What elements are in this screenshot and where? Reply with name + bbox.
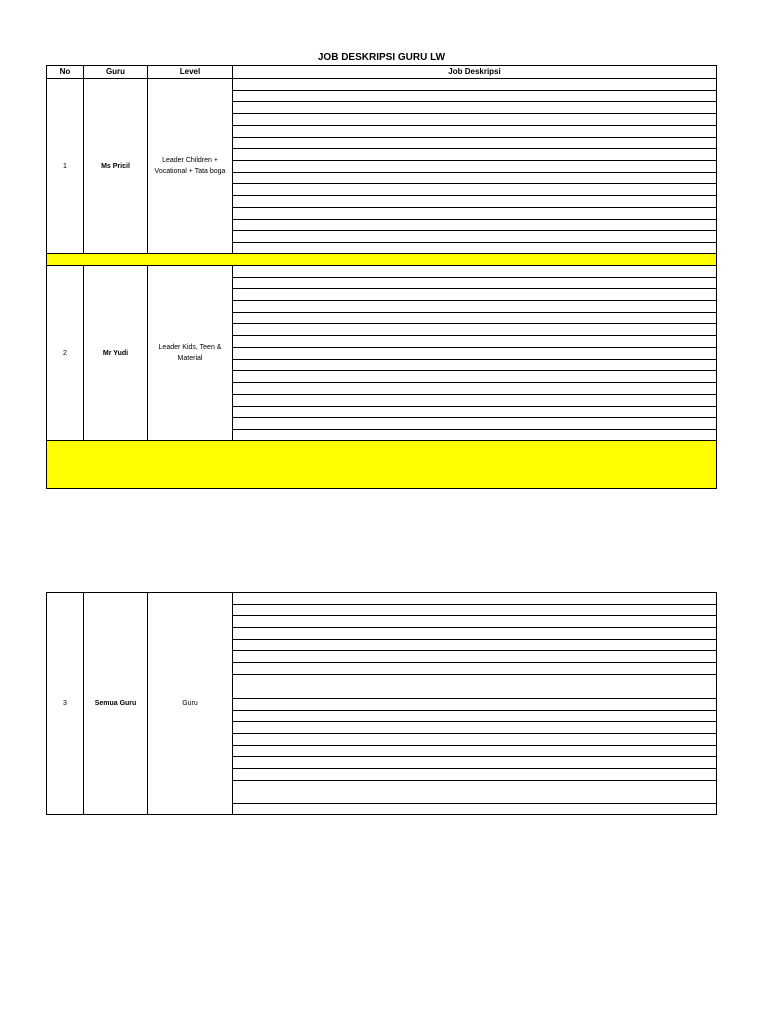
job-line[interactable] [233,651,716,663]
page-title: JOB DESKRIPSI GURU LW [317,52,446,63]
cell-no: 3 [47,593,84,814]
job-line[interactable] [233,161,716,173]
highlight-separator [46,441,717,489]
job-line[interactable] [233,418,716,430]
job-line[interactable] [233,324,716,336]
header-no: No [47,66,84,78]
cell-job-deskripsi[interactable] [233,266,716,440]
job-line[interactable] [233,208,716,220]
job-line[interactable] [233,126,716,138]
job-line[interactable] [233,663,716,675]
job-line[interactable] [233,173,716,184]
job-line[interactable] [233,616,716,628]
cell-no: 2 [47,266,84,440]
cell-job-deskripsi[interactable] [233,79,716,253]
job-line[interactable] [233,781,716,804]
cell-level: Leader Children + Vocational + Tata boga [148,79,233,253]
job-line[interactable] [233,395,716,407]
job-line[interactable] [233,289,716,301]
cell-guru: Ms Pricil [84,79,148,253]
header-job-deskripsi: Job Deskripsi [448,67,501,76]
job-line[interactable] [233,757,716,769]
job-line[interactable] [233,266,716,278]
job-line[interactable] [233,91,716,102]
job-line[interactable] [233,407,716,418]
job-line[interactable] [233,722,716,734]
cell-guru: Mr Yudi [84,266,148,440]
job-line[interactable] [233,79,716,91]
job-line[interactable] [233,278,716,289]
table-row [46,79,717,254]
job-line[interactable] [233,628,716,640]
table-row [46,266,717,441]
job-line[interactable] [233,675,716,699]
job-line[interactable] [233,360,716,371]
cell-level: Guru [148,593,233,814]
job-line[interactable] [233,804,716,825]
job-line[interactable] [233,605,716,616]
job-line[interactable] [233,114,716,126]
header-level: Level [148,66,233,78]
job-line[interactable] [233,348,716,360]
job-line[interactable] [233,138,716,149]
job-line[interactable] [233,301,716,313]
job-line[interactable] [233,149,716,161]
job-line[interactable] [233,313,716,324]
highlight-separator [46,254,717,266]
job-line[interactable] [233,196,716,208]
job-line[interactable] [233,734,716,746]
header-guru: Guru [84,66,148,78]
job-line[interactable] [233,711,716,722]
job-line[interactable] [233,383,716,395]
cell-job-deskripsi[interactable] [233,593,716,814]
cell-no: 1 [47,79,84,253]
cell-level: Leader Kids, Teen & Material [148,266,233,440]
job-line[interactable] [233,184,716,196]
job-line[interactable] [233,231,716,243]
job-line[interactable] [233,336,716,348]
table-row [46,592,717,815]
job-line[interactable] [233,769,716,781]
job-line[interactable] [233,699,716,711]
job-line[interactable] [233,371,716,383]
job-line[interactable] [233,593,716,605]
job-line[interactable] [233,220,716,231]
job-line[interactable] [233,746,716,757]
table-header [46,65,717,79]
job-line[interactable] [233,102,716,114]
cell-guru: Semua Guru [84,593,148,814]
job-line[interactable] [233,640,716,651]
